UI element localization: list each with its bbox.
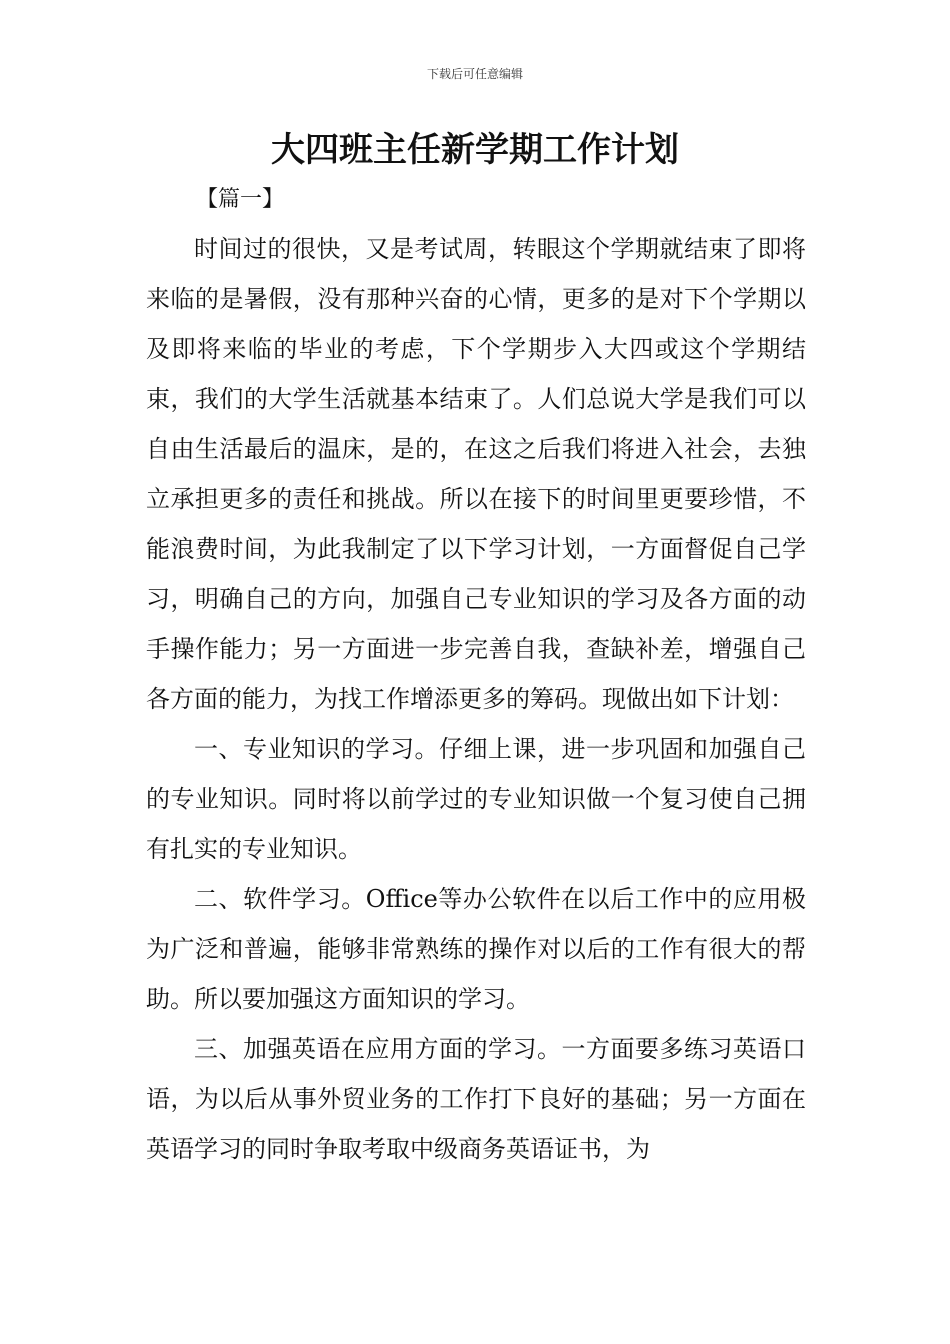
document-body xyxy=(146,224,806,1174)
header-note: 下载后可任意编辑 xyxy=(426,67,523,81)
paragraph-item-3: 三、加强英语在应用方面的学习。一方面要多练习英语口语，为以后从事外贸业务的工作打下良好的基础；另一方面在英语学习的同时争取考取中级商务英语证书，为 xyxy=(146,1035,806,1163)
paragraph-item-2: 二、软件学习。Office等办公软件在以后工作中的应用极为广泛和普遍，能够非常熟练的操作对以后的工作有很大的帮助。所以要加强这方面知识的学习。 xyxy=(146,885,806,1013)
document-title: 大四班主任新学期工作计划 xyxy=(271,130,679,170)
paragraph-item-1: 一、专业知识的学习。仔细上课，进一步巩固和加强自己的专业知识。同时将以前学过的专业知识做一个复习使自己拥有扎实的专业知识。 xyxy=(146,735,806,863)
section-label: 【篇一】 xyxy=(196,187,285,212)
paragraph-intro: 时间过的很快，又是考试周，转眼这个学期就结束了即将来临的是暑假，没有那种兴奋的心情，更多的是对下个学期以及即将来临的毕业的考虑，下个学期步入大四或这个学期结束，我们的大学生活就基本结束了。人们总说大学是我们可以自由生活最后的温床，是的，在这之后我们将进入社会，去独立承担更多的责任和挑战。所以在接下的时间里更要珍惜，不能浪费时间，为此我制定了以下学习计划，一方面督促自己学习，明确自己的方向，加强自己专业知识的学习及各方面的动手操作能力；另一方面进一步完善自我，查缺补差，增强自己各方面的能力，为找工作增添更多的筹码。现做出如下计划： xyxy=(146,235,806,713)
